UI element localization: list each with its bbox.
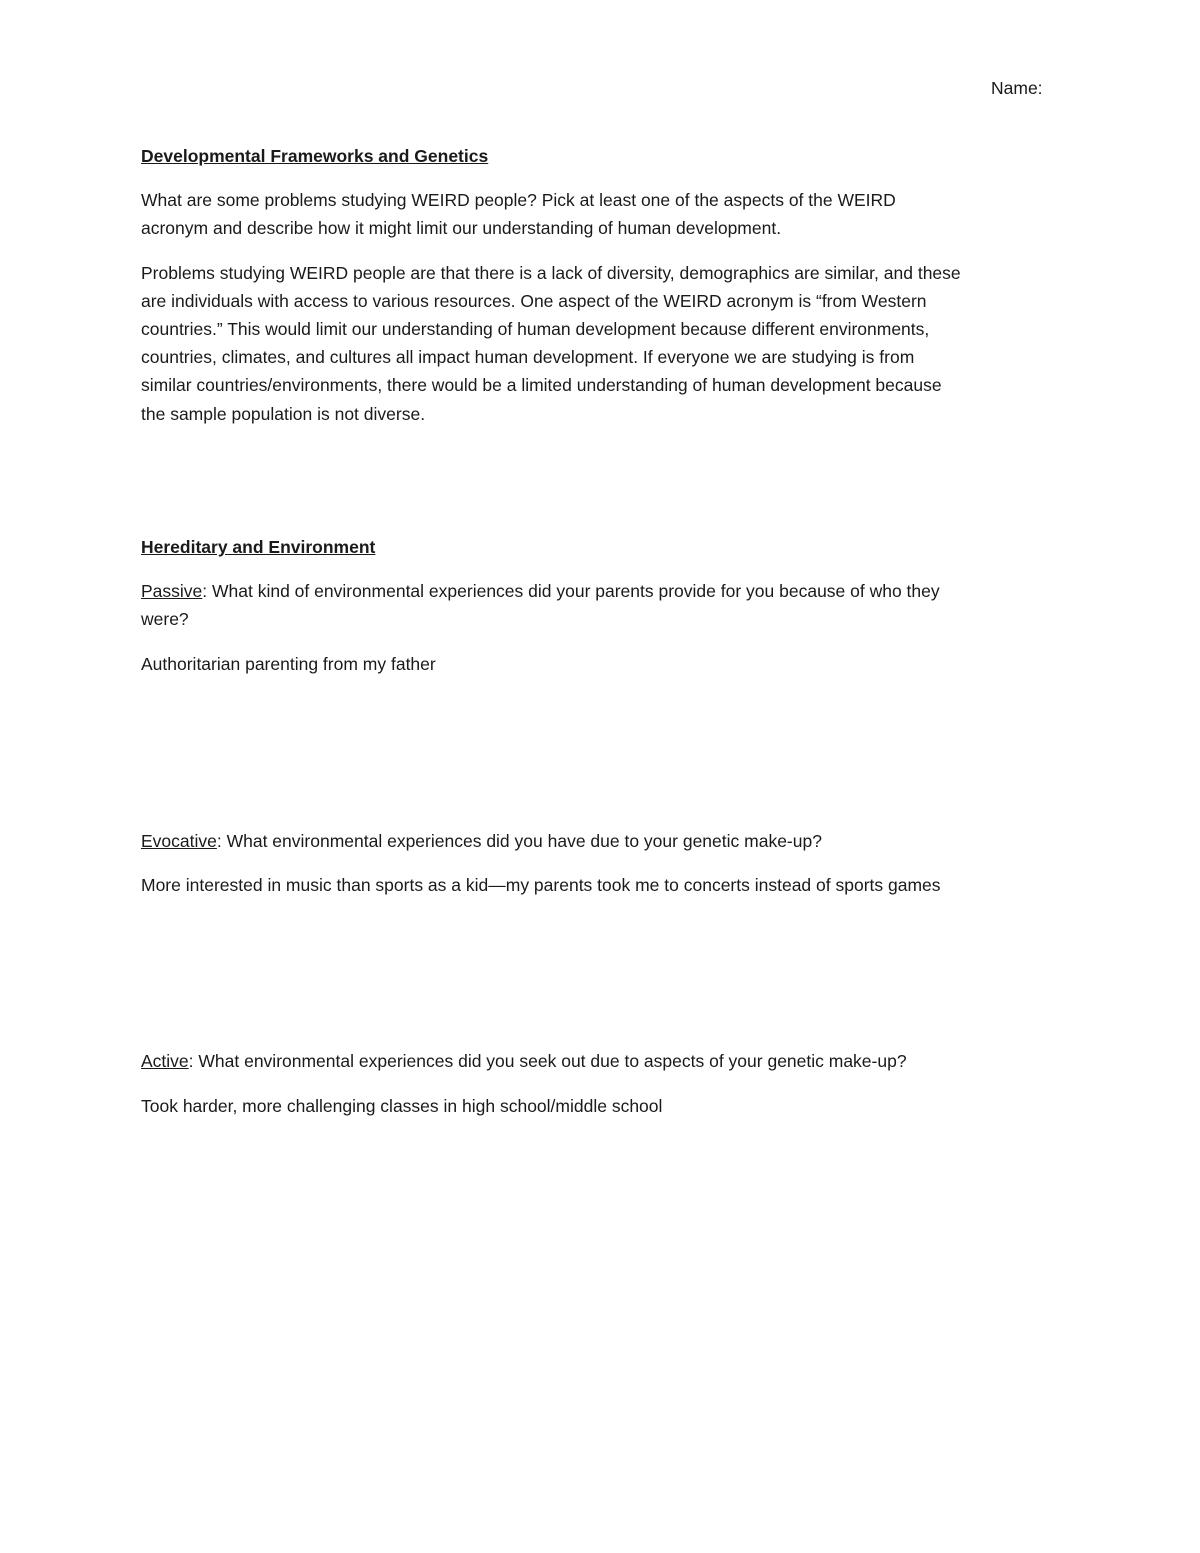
active-label: Active — [141, 1051, 189, 1071]
active-question-text: : What environmental experiences did you seek out due to aspects of your genetic make-up? — [188, 1051, 907, 1071]
section-heading-developmental-frameworks: Developmental Frameworks and Genetics — [141, 146, 489, 166]
answer-weird-line-1: Problems studying WEIRD people are that there is a lack of diversity, demographics are similar, and these — [141, 263, 961, 283]
answer-weird-line-5: similar countries/environments, there would be a limited understanding of human development because — [141, 375, 942, 395]
active-question — [141, 1047, 1071, 1076]
passive-label: Passive — [141, 581, 203, 601]
evocative-question-text: : What environmental experiences did you have due to your genetic make-up? — [216, 831, 822, 851]
passive-question-line-1 — [141, 577, 1071, 606]
name-label: Name: — [991, 78, 1043, 98]
answer-weird-line-4: countries, climates, and cultures all impact human development. If everyone we are studying is from — [141, 347, 915, 367]
active-answer: Took harder, more challenging classes in high school/middle school — [141, 1096, 663, 1116]
evocative-label: Evocative — [141, 831, 217, 851]
answer-weird-line-3: countries.” This would limit our understanding of human development because different environments, — [141, 319, 930, 339]
question-weird-line-2: acronym and describe how it might limit our understanding of human development. — [141, 218, 782, 238]
question-weird-line-1: What are some problems studying WEIRD people? Pick at least one of the aspects of the WEIRD — [141, 190, 896, 210]
passive-question-line-2: were? — [141, 609, 189, 629]
passive-answer: Authoritarian parenting from my father — [141, 654, 436, 674]
passive-question-text: : What kind of environmental experiences did your parents provide for you because of who they — [202, 581, 940, 601]
evocative-question — [141, 827, 1071, 856]
section-heading-hereditary-environment: Hereditary and Environment — [141, 537, 376, 557]
answer-weird-line-2: are individuals with access to various resources. One aspect of the WEIRD acronym is “from Western — [141, 291, 927, 311]
evocative-answer: More interested in music than sports as a kid—my parents took me to concerts instead of sports games — [141, 875, 941, 895]
answer-weird-line-6: the sample population is not diverse. — [141, 404, 426, 424]
